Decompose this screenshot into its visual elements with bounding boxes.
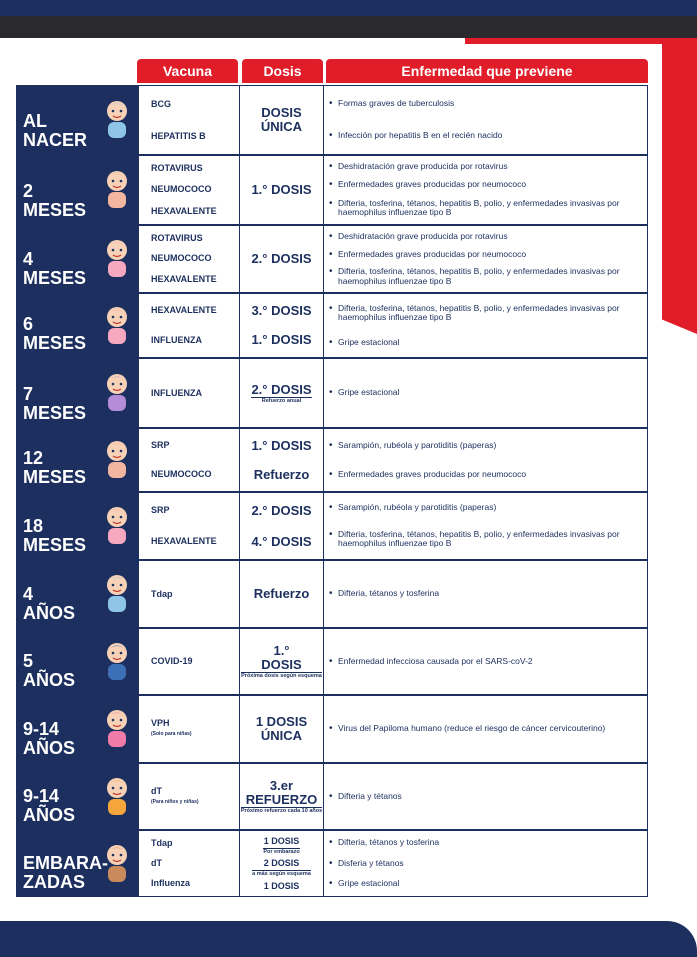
dose-cell (240, 294, 324, 357)
disease-cell (324, 561, 647, 627)
vaccine-name: HEXAVALENTE (151, 305, 217, 316)
age-cell (17, 359, 139, 427)
dose-text: 3.er REFUERZO (241, 779, 322, 808)
child-illustration-icon (99, 304, 135, 348)
table-row (16, 225, 648, 293)
age-label: 2 MESES (23, 181, 87, 220)
disease-item: • Deshidratación grave producida por rotavirus (338, 232, 641, 242)
dose-cell (240, 831, 324, 896)
vaccine-name: NEUMOCOCO (151, 253, 212, 264)
red-accent-band (465, 38, 697, 44)
child-illustration-icon (99, 168, 135, 212)
vaccine-name: NEUMOCOCO (151, 469, 212, 479)
disease-item: • Formas graves de tuberculosis (338, 99, 641, 109)
dose-block (254, 587, 310, 601)
table-row (16, 695, 648, 763)
disease-item: • Deshidratación grave producida por rotavirus (338, 162, 641, 172)
vaccine-cell (139, 429, 240, 491)
dose-text: Refuerzo (253, 586, 310, 601)
disease-item: • Enfermedades graves producidas por neumococo (338, 180, 641, 190)
age-label: 4 MESES (23, 249, 87, 288)
dose-text: 2.° DOSIS (251, 251, 312, 266)
dose-text: 1.° DOSIS (251, 437, 312, 453)
header-vacuna: Vacuna (137, 59, 238, 83)
age-label: 6 MESES (23, 314, 87, 353)
disease-cell (324, 696, 647, 762)
disease-cell (324, 493, 647, 559)
disease-cell (324, 831, 647, 896)
dose-block (254, 468, 310, 482)
disease-item: • Infección por hepatitis B en el recién nacido (338, 131, 641, 141)
child-illustration-icon (99, 371, 135, 415)
dose-text: DOSIS ÚNICA (260, 105, 303, 134)
dose-block (252, 856, 311, 877)
top-banner (0, 0, 697, 16)
vaccine-name: NEUMOCOCO (151, 184, 212, 195)
age-cell (17, 294, 139, 357)
dose-text: 1 DOSIS (263, 881, 300, 892)
age-cell (17, 429, 139, 491)
age-label: 9-14 AÑOS (23, 786, 76, 825)
age-label: 18 MESES (23, 516, 87, 555)
disease-cell (324, 629, 647, 694)
dose-text: 3.° DOSIS (251, 302, 312, 318)
dose-text: Refuerzo (253, 466, 310, 482)
top-dark-bar (0, 16, 697, 38)
header-enfermedad: Enfermedad que previene (326, 59, 648, 83)
disease-item: • Gripe estacional (338, 879, 641, 889)
vaccine-cell (139, 226, 240, 292)
vaccine-cell (139, 359, 240, 427)
disease-cell (324, 294, 647, 357)
disease-cell (324, 359, 647, 427)
disease-item: • Sarampión, rubéola y parotiditis (paperas) (338, 441, 641, 451)
vaccine-name: HEPATITIS B (151, 130, 206, 141)
vaccine-name: BCG (151, 98, 171, 109)
vaccine-cell (139, 156, 240, 224)
vaccine-name: ROTAVIRUS (151, 232, 203, 243)
disease-item: • Enfermedad infecciosa causada por el SARS-coV-2 (338, 657, 641, 667)
table-row (16, 428, 648, 492)
vaccine-name: Tdap (151, 588, 173, 599)
dose-note: Refuerzo anual (261, 397, 302, 404)
dose-text: 1 DOSIS (263, 834, 299, 849)
disease-item: • Enfermedades graves producidas por neumococo (338, 470, 641, 480)
disease-item: • Enfermedades graves producidas por neumococo (338, 250, 641, 260)
table-row (16, 293, 648, 358)
vaccine-name: dT (151, 857, 162, 868)
disease-cell (324, 226, 647, 292)
vaccine-name: VPH (Solo para niñas) (151, 718, 239, 740)
red-accent-side (662, 44, 697, 334)
disease-item: • Virus del Papiloma humano (reduce el riesgo de cáncer cervicouterino) (338, 724, 641, 734)
dose-block (251, 439, 311, 453)
age-cell (17, 831, 139, 896)
vaccine-cell (139, 764, 240, 829)
dose-note: Por embarazo (263, 848, 300, 855)
table-row (16, 358, 648, 428)
disease-item: • Difteria, tétanos y tosferina (338, 838, 641, 848)
table-row (16, 492, 648, 560)
age-label: 7 MESES (23, 384, 87, 423)
child-illustration-icon (99, 707, 135, 751)
footer-banner (0, 921, 697, 957)
disease-cell (324, 156, 647, 224)
header-dosis: Dosis (242, 59, 323, 83)
dose-note: a más según esquema (252, 871, 311, 878)
dose-cell (240, 429, 324, 491)
dose-cell (240, 86, 324, 154)
age-cell (17, 561, 139, 627)
vaccine-note: (Para niños y niñas) (151, 798, 199, 805)
dose-block (241, 779, 322, 814)
vaccine-name: SRP (151, 440, 170, 450)
dose-text: 2.° DOSIS (251, 502, 312, 518)
vaccine-name: Tdap (151, 837, 173, 848)
disease-item: • Gripe estacional (338, 338, 641, 348)
disease-item: • Disferia y tétanos (338, 859, 641, 869)
vaccine-cell (139, 86, 240, 154)
vaccine-name: COVID-19 (151, 656, 193, 666)
vaccine-cell (139, 493, 240, 559)
dose-block (251, 304, 311, 318)
dose-text: 4.° DOSIS (251, 533, 312, 549)
vaccine-cell (139, 629, 240, 694)
disease-item: • Sarampión, rubéola y parotiditis (paperas) (338, 503, 641, 513)
vaccine-name: HEXAVALENTE (151, 274, 217, 285)
disease-item: • Difteria y tétanos (338, 792, 641, 802)
dose-text: 2.° DOSIS (251, 381, 312, 397)
age-cell (17, 86, 139, 154)
age-cell (17, 629, 139, 694)
child-illustration-icon (99, 504, 135, 548)
dose-text: 2 DOSIS (252, 856, 311, 871)
dose-block (264, 879, 300, 893)
dose-block (251, 252, 311, 266)
vaccine-cell (139, 831, 240, 896)
child-illustration-icon (99, 775, 135, 819)
dose-block (251, 504, 311, 518)
disease-cell (324, 764, 647, 829)
vaccine-cell (139, 696, 240, 762)
table-row (16, 155, 648, 225)
dose-cell (240, 629, 324, 694)
child-illustration-icon (99, 438, 135, 482)
vaccine-name: HEXAVALENTE (151, 536, 217, 546)
dose-block (256, 715, 307, 743)
disease-cell (324, 429, 647, 491)
dose-text: 1.° DOSIS (251, 332, 312, 348)
age-label: 4 AÑOS (23, 584, 76, 623)
dose-text: 1.° DOSIS (251, 182, 312, 197)
dose-cell (240, 493, 324, 559)
table-row (16, 830, 648, 897)
vaccine-cell (139, 294, 240, 357)
disease-item: • Gripe estacional (338, 388, 641, 398)
disease-item: • Difteria, tétanos y tosferina (338, 589, 641, 599)
dose-text: 1.° DOSIS (241, 644, 322, 673)
table-row (16, 560, 648, 628)
age-label: 9-14 AÑOS (23, 719, 76, 758)
age-label: 5 AÑOS (23, 651, 76, 690)
age-cell (17, 696, 139, 762)
vaccine-name: ROTAVIRUS (151, 163, 203, 174)
vaccine-cell (139, 561, 240, 627)
dose-note: Próximo refuerzo cada 10 años (240, 808, 323, 814)
dose-cell (240, 156, 324, 224)
age-label: AL NACER (23, 111, 88, 150)
vaccine-name: HEXAVALENTE (151, 205, 217, 216)
dose-block (261, 106, 302, 134)
vaccine-name: INFLUENZA (151, 334, 202, 345)
dose-note: Próxima dosis según esquema (241, 673, 322, 679)
dose-cell (240, 359, 324, 427)
dose-cell (240, 561, 324, 627)
vaccine-name: dT (Para niños y niñas) (151, 786, 239, 808)
disease-item: • Difteria, tosferina, tétanos, hepatitis B, polio, y enfermedades invasivas por haemophilus influenzae tipo B (338, 304, 641, 323)
vaccine-name: SRP (151, 505, 170, 515)
dose-block (251, 333, 311, 347)
child-illustration-icon (99, 842, 135, 886)
age-cell (17, 226, 139, 292)
child-illustration-icon (99, 640, 135, 684)
vaccine-note: (Solo para niñas) (151, 731, 192, 737)
dose-block (251, 183, 311, 197)
child-illustration-icon (99, 98, 135, 142)
dose-block (263, 834, 299, 855)
vaccine-name: Influenza (151, 878, 191, 889)
age-cell (17, 764, 139, 829)
vaccine-name: INFLUENZA (151, 387, 202, 398)
dose-block (251, 535, 311, 549)
age-label: 12 MESES (23, 448, 87, 487)
disease-item: • Difteria, tosferina, tétanos, hepatitis B, polio, y enfermedades invasivas por haemophilus influenzae tipo B (338, 530, 641, 549)
table-row (16, 628, 648, 695)
age-cell (17, 156, 139, 224)
dose-block (251, 383, 311, 404)
dose-text: 1 DOSIS ÚNICA (255, 714, 308, 743)
age-cell (17, 493, 139, 559)
dose-cell (240, 226, 324, 292)
dose-cell (240, 764, 324, 829)
dose-block (241, 644, 322, 679)
child-illustration-icon (99, 237, 135, 281)
child-illustration-icon (99, 572, 135, 616)
dose-cell (240, 696, 324, 762)
disease-cell (324, 86, 647, 154)
table-row (16, 763, 648, 830)
table-row (16, 85, 648, 155)
age-label: EMBARA- ZADAS (23, 853, 108, 892)
disease-item: • Difteria, tosferina, tétanos, hepatitis B, polio, y enfermedades invasivas por haemophilus influenzae tipo B (338, 199, 641, 218)
disease-item: • Difteria, tosferina, tétanos, hepatitis B, polio, y enfermedades invasivas por haemophilus influenzae tipo B (338, 267, 641, 286)
